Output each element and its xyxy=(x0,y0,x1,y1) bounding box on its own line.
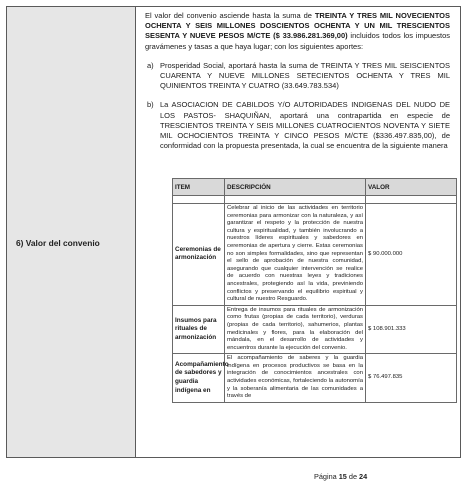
footer-page-number: 15 xyxy=(338,472,347,481)
convenio-table xyxy=(6,6,461,458)
header-description: DESCRIPCIÓN xyxy=(225,179,366,196)
table-header-row xyxy=(173,179,457,196)
row-label: 6) Valor del convenio xyxy=(16,238,100,248)
row-description: Entrega de insumos para rituales de armonización como frutas (propias de cada territorio), verduras (propias de cada territorio), sahumerios, plantas medicinales y flores, para la elaboración del mándala, en el desarrollo de actividades y encuentros durante la ejecución del convenio. xyxy=(225,305,366,354)
item-text: Prosperidad Social, aportará hasta la suma de TREINTA Y TRES MIL SEISCIENTOS CUARENTA Y NUEVE MILLONES SETECIENTOS OCHENTA Y TRES MIL QUINIENTOS TREINTA Y CUATRO (33.649.783.534) xyxy=(160,60,450,91)
page-footer xyxy=(314,472,367,481)
table-row xyxy=(173,305,457,354)
footer-prefix: Página xyxy=(314,472,339,481)
row-description: El acompañamiento de saberes y la guardia indígena en procesos productivos se basa en la integración de conocimientos ancestrales con actividades económicas, fortaleciendo la autonomía y la soberanía alimentaria de las comunidades a través de xyxy=(225,354,366,403)
intro-text-1: El valor del convenio asciende hasta la suma de xyxy=(145,11,315,20)
table-row xyxy=(173,204,457,306)
table-row xyxy=(173,354,457,403)
intro-paragraph xyxy=(145,11,450,52)
item-marker: b) xyxy=(147,100,154,110)
item-marker: a) xyxy=(147,60,154,70)
footer-page-total: 24 xyxy=(359,472,368,481)
label-column xyxy=(7,7,136,457)
row-item: Acompañamiento de sabedores y guardia indígena en xyxy=(173,354,225,403)
table-spacer xyxy=(173,196,457,204)
header-item: ITEM xyxy=(173,179,225,196)
contrapartida-table xyxy=(172,178,457,403)
aporte-item-b xyxy=(145,100,450,151)
row-value: $ 90.000.000 xyxy=(366,204,457,306)
aporte-item-a xyxy=(145,61,450,92)
item-text: La ASOCIACION DE CABILDOS Y/O AUTORIDADES INDIGENAS DEL NUDO DE LOS PASTOS- SHAQUIÑAN, aportará una contrapartida en especie de TRESCIENTOS TREINTA Y SEIS MILLONES CUATROCIENTOS NOVENTA Y SIETE MIL OCHOCIENTOS TREINTA Y CINCO PESOS M/CTE ($336.497.835,00), de conformidad con la propuesta presentada, la cual se encuentra de la siguiente manera xyxy=(160,100,450,151)
row-item: Insumos para rituales de armonización xyxy=(173,305,225,354)
intro-text-2: incluidos todos los impuestos gravámenes y tasas a que haya lugar; con los siguientes aportes: xyxy=(145,31,450,51)
row-description: Celebrar al inicio de las actividades en territorio ceremonias para armonizar con la naturaleza, y así garantizar el respeto y la protección de nuestra cultura y espiritualidad, y también involucrando a nuestros líderes espirituales y sabedores en ceremonias de apertura y cierre. Estas ceremonias no son simples formalidades, sino que representan el sello de aprobación de nuestra comunidad, asegurando que cualquier intervención se realice de acuerdo con nuestras leyes y tradiciones ancestrales, protegiendo así la vida, previniendo conflictos y preservando el equilibrio espiritual y cultural de nuestro Resguardo. xyxy=(225,204,366,306)
header-value: VALOR xyxy=(366,179,457,196)
row-value: $ 76.497.835 xyxy=(366,354,457,403)
footer-middle: de xyxy=(346,472,360,481)
row-item: Ceremonias de armonización xyxy=(173,204,225,306)
row-value: $ 108.901.333 xyxy=(366,305,457,354)
intro-amount: TREINTA Y TRES MIL NOVECIENTOS OCHENTA Y SEIS MILLONES DOSCIENTOS OCHENTA Y UN MIL TRESCIENTOS SESENTA Y NUEVE PESOS M/CTE ($ 33.986.281.369,00) xyxy=(145,11,450,41)
